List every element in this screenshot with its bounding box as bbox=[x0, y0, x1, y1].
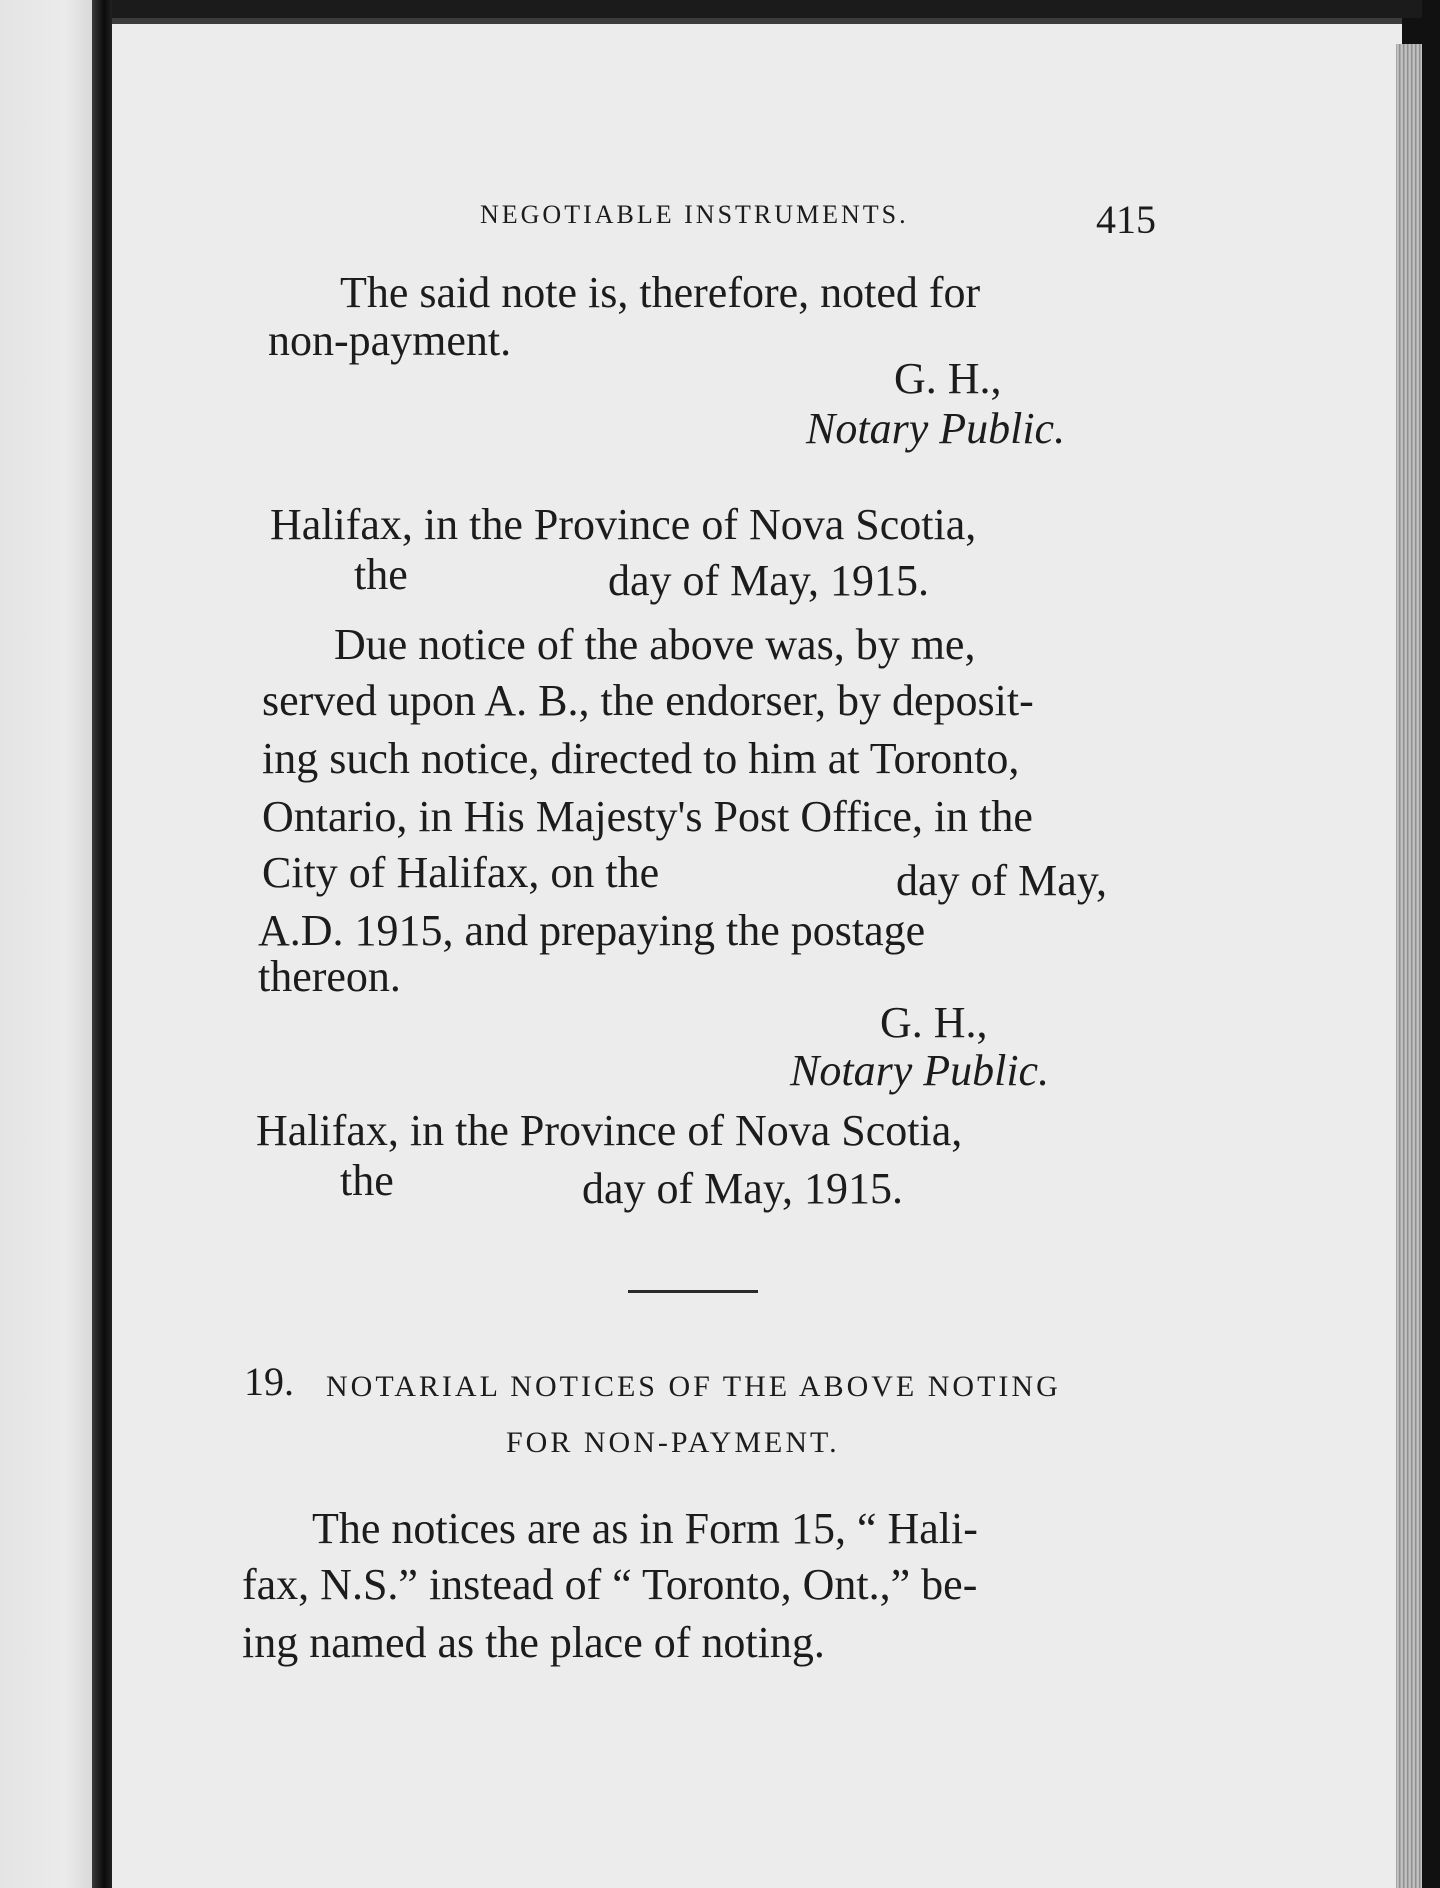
date-prefix: the bbox=[354, 550, 408, 599]
date-text: day of May, 1915. bbox=[608, 556, 929, 605]
paragraph-line: non-payment. bbox=[268, 316, 512, 365]
signature-title: Notary Public. bbox=[806, 404, 1066, 453]
date-prefix: the bbox=[340, 1156, 394, 1205]
paragraph-line: fax, N.S.” instead of “ Toronto, Ont.,” be- bbox=[242, 1560, 978, 1609]
paragraph-line: served upon A. B., the endorser, by deposit- bbox=[262, 676, 1034, 725]
signature-name: G. H., bbox=[894, 354, 1002, 403]
date-text: day of May, 1915. bbox=[582, 1164, 903, 1213]
paragraph-line: ing such notice, directed to him at Toronto, bbox=[262, 734, 1020, 783]
section-divider bbox=[628, 1290, 758, 1293]
page-number: 415 bbox=[1096, 197, 1156, 242]
paragraph-line: The said note is, therefore, noted for bbox=[340, 268, 981, 317]
page-stack-edge bbox=[1396, 44, 1422, 1888]
left-page-edge bbox=[0, 0, 92, 1888]
paragraph-line: thereon. bbox=[258, 952, 401, 1001]
place-date-line: Halifax, in the Province of Nova Scotia, bbox=[256, 1106, 963, 1155]
section-number: 19. bbox=[244, 1359, 294, 1404]
paragraph-line: The notices are as in Form 15, “ Hali- bbox=[312, 1504, 978, 1553]
signature-name: G. H., bbox=[880, 998, 988, 1047]
section-title-continued: FOR NON-PAYMENT. bbox=[506, 1426, 840, 1459]
paragraph-line: A.D. 1915, and prepaying the postage bbox=[258, 906, 926, 955]
paragraph-line: Ontario, in His Majesty's Post Office, in the bbox=[262, 792, 1033, 841]
paragraph-line: day of May, bbox=[896, 856, 1107, 905]
place-date-line: Halifax, in the Province of Nova Scotia, bbox=[270, 500, 977, 549]
signature-title: Notary Public. bbox=[790, 1046, 1050, 1095]
section-title: NOTARIAL NOTICES OF THE ABOVE NOTING bbox=[326, 1370, 1061, 1403]
scan-top-border bbox=[112, 0, 1440, 18]
scan-right-border bbox=[1422, 0, 1440, 1888]
paragraph-line: Due notice of the above was, by me, bbox=[334, 620, 976, 669]
paragraph-line: City of Halifax, on the bbox=[262, 848, 660, 897]
running-title: NEGOTIABLE INSTRUMENTS. bbox=[480, 200, 909, 229]
paragraph-line: ing named as the place of noting. bbox=[242, 1618, 825, 1667]
